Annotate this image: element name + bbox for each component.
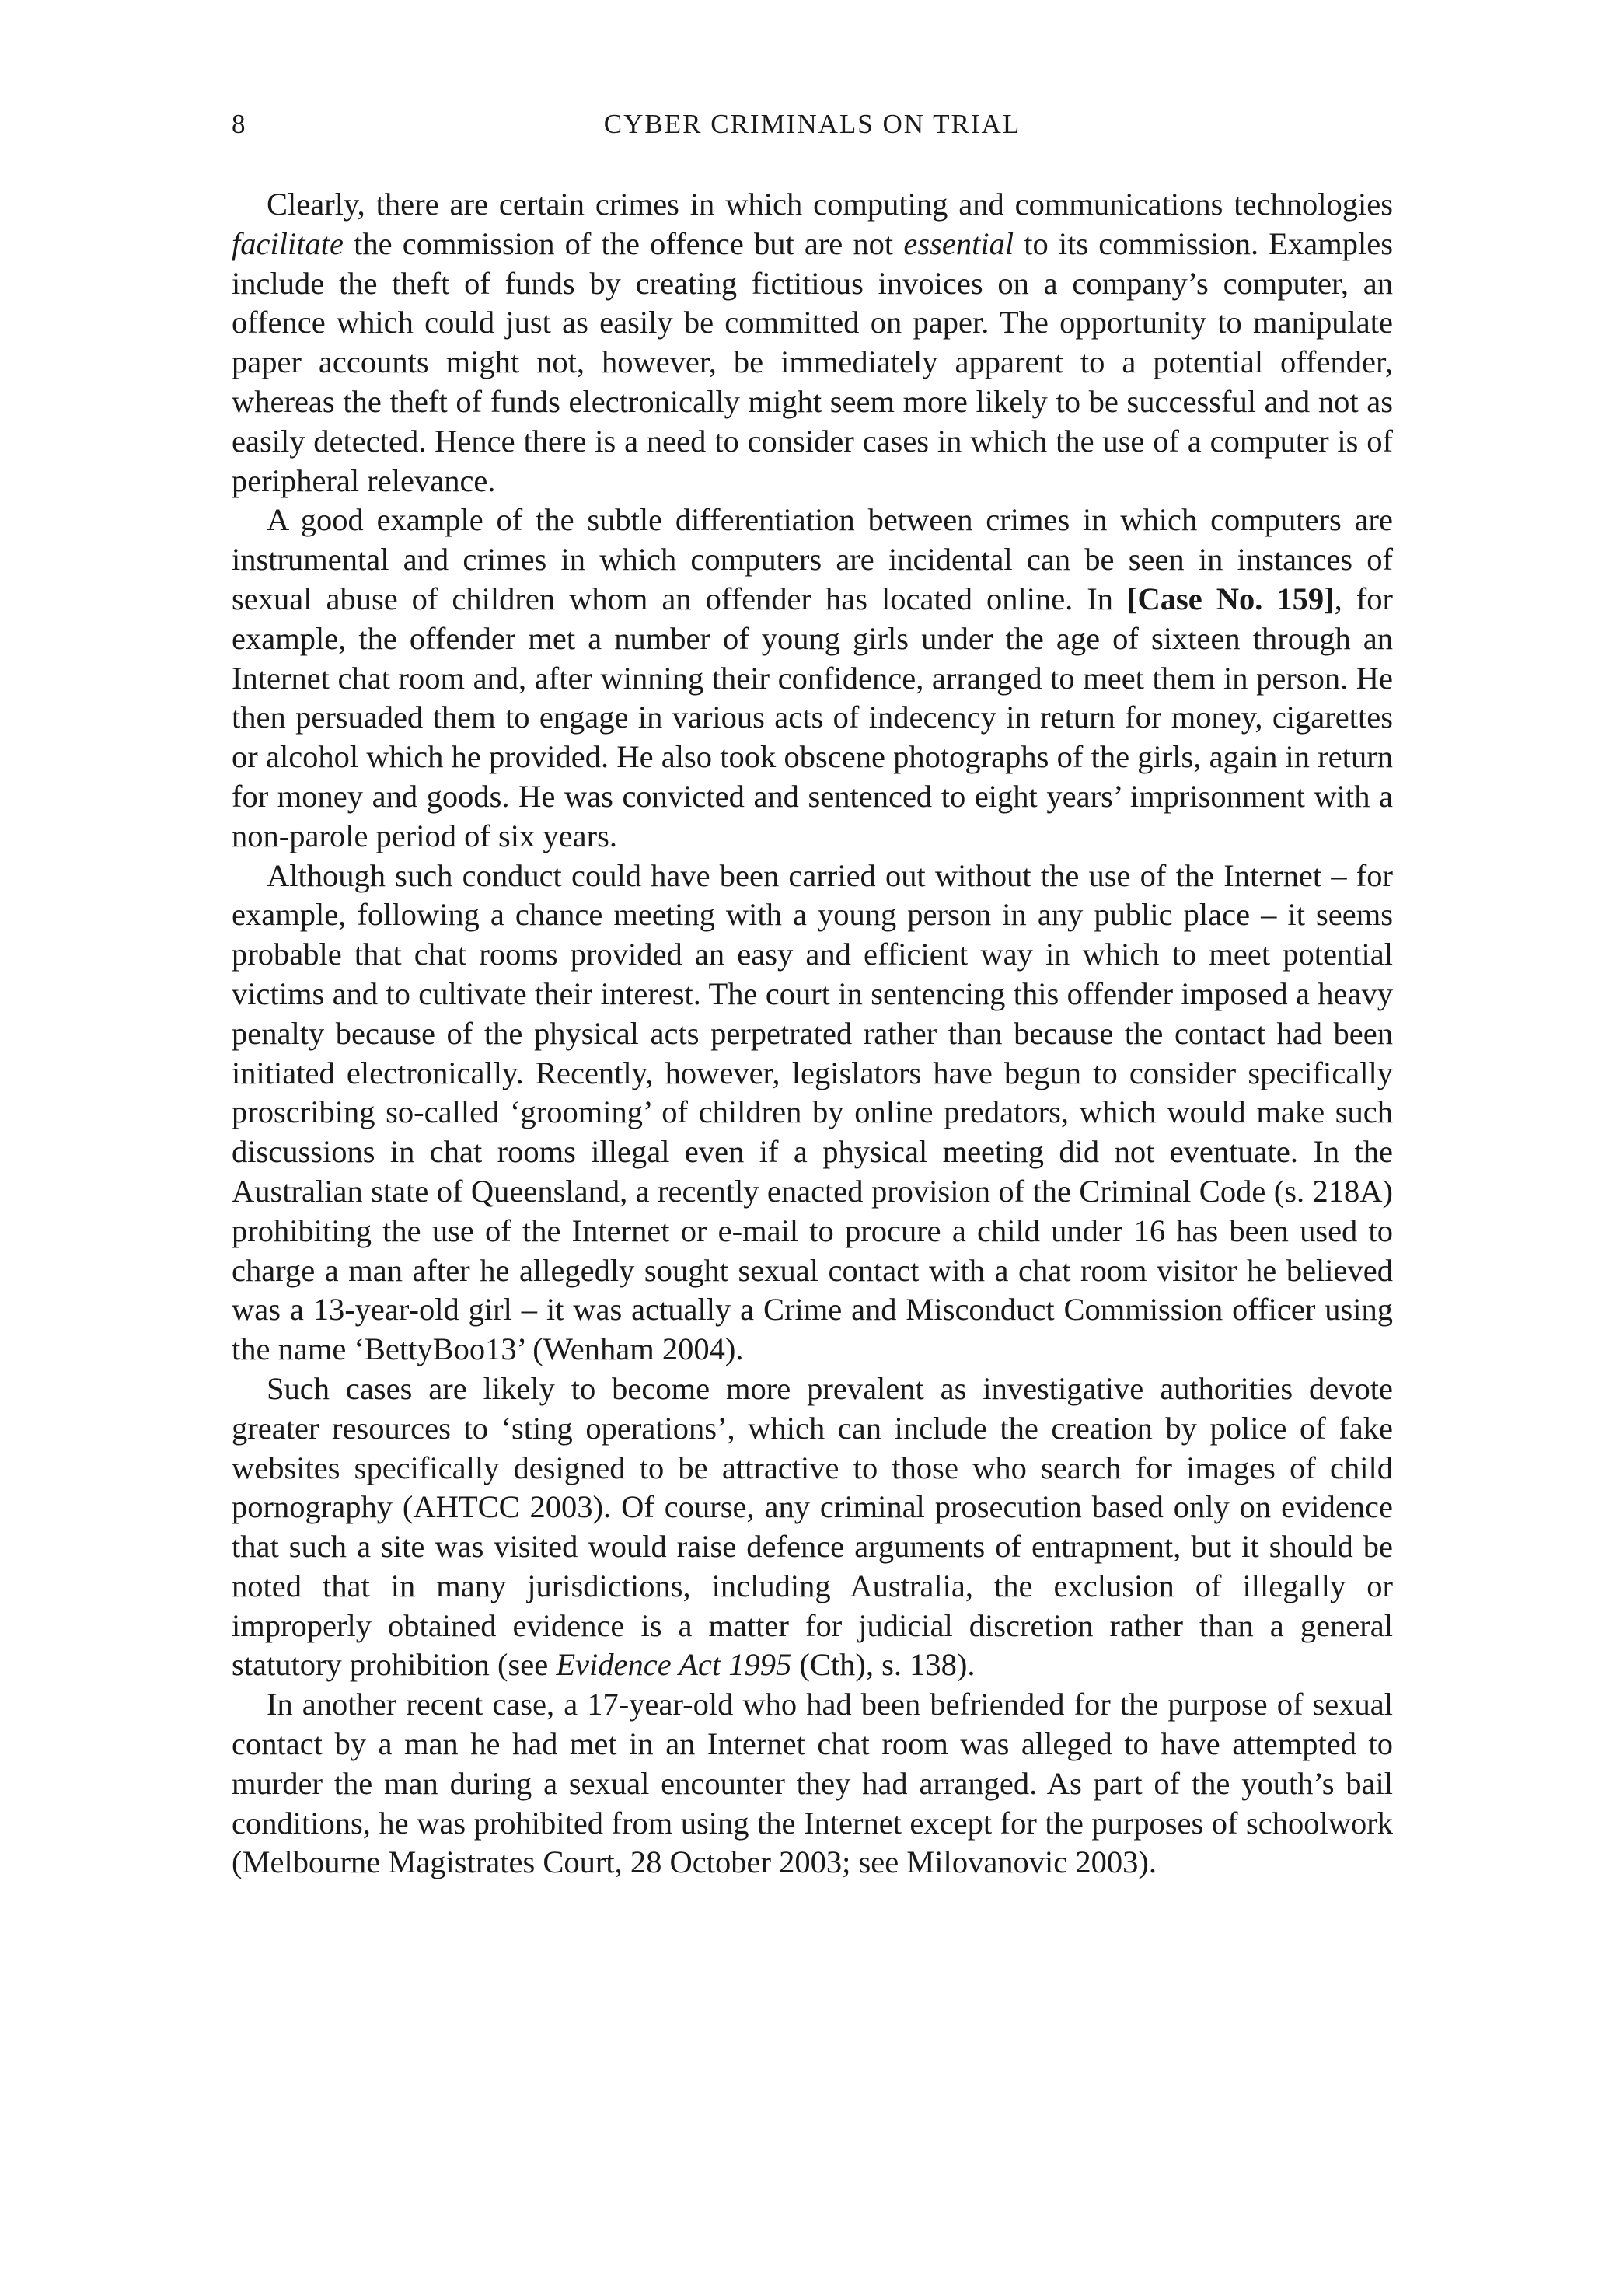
- statute-citation: Evidence Act 1995: [556, 1647, 792, 1683]
- body-text: [232, 185, 1393, 1883]
- paragraph-1-text-b: the commission of the offence but are not: [343, 225, 904, 261]
- paragraph-4-text-b: (Cth), s. 138).: [791, 1647, 976, 1683]
- running-head: [232, 109, 1393, 148]
- paragraph-3: Although such conduct could have been carried out without the use of the Internet – for example, following a chance meeting with a young person in any public place – it seems probable that chat rooms provided an easy and efficient way in which to meet potential victims and to cultivate their interest. The court in sentencing this offender imposed a heavy penalty because of the physical acts perpetrated rather than because the contact had been initiated electronically. Recently, however, legislators have begun to consider specifically proscribing so-called ‘grooming’ of children by online predators, which would make such discussions in chat rooms illegal even if a physical meeting did not eventuate. In the Australian state of Queensland, a recently enacted provision of the Criminal Code (s. 218A) prohibiting the use of the Internet or e-mail to procure a child under 16 has been used to charge a man after he allegedly sought sexual contact with a chat room visitor he believed was a 13-year-old girl – it was actually a Crime and Misconduct Commission officer using the name ‘BettyBoo13’ (Wenham 2004).: [232, 857, 1393, 1367]
- emphasis-facilitate: facilitate: [232, 225, 344, 261]
- paragraph-4: [232, 1370, 1393, 1685]
- case-reference: [Case No. 159]: [1127, 581, 1335, 616]
- page-number: 8: [232, 109, 246, 139]
- paragraph-4-text-a: Such cases are likely to become more prevalent as investigative authorities devote greater resources to ‘sting operations’, which can include the creation by police of fake websites specifically designed to be attractive to those who search for images of child pornography (AHTCC 2003). Of course, any criminal prosecution based only on evidence that such a site was visited would raise defence arguments of entrapment, but it should be noted that in many jurisdictions, including Australia, the exclusion of illegally or improperly obtained evidence is a matter for judicial discretion rather than a general statutory prohibition (see: [232, 1370, 1393, 1683]
- paragraph-1: [232, 185, 1393, 501]
- paragraph-1-text-c: to its commission. Examples include the theft of funds by creating fictitious invoices on a company’s computer, an offence which could just as easily be committed on paper. The opportunity to manipulate paper accounts might not, however, be immediately apparent to a potential offender, whereas the theft of funds electronically might seem more likely to be successful and not as easily detected. Hence there is a need to consider cases in which the use of a computer is of peripheral relevance.: [232, 225, 1394, 498]
- paragraph-5: In another recent case, a 17-year-old who had been befriended for the purpose of sexual contact by a man he had met in an Internet chat room was alleged to have attempted to murder the man during a sexual encounter they had arranged. As part of the youth’s bail conditions, he was prohibited from using the Internet except for the purposes of schoolwork (Melbourne Magistrates Court, 28 October 2003; see Milovanovic 2003).: [232, 1687, 1393, 1880]
- paragraph-1-text-a: Clearly, there are certain crimes in which computing and communications technologies: [267, 187, 1393, 222]
- running-title: CYBER CRIMINALS ON TRIAL: [603, 109, 1021, 139]
- paragraph-2-text-a: A good example of the subtle differentiation between crimes in which computers are instrumental and crimes in which computers are incidental can be seen in instances of sexual abuse of children whom an offender has located online. In: [232, 502, 1393, 616]
- paragraph-2: [232, 501, 1393, 856]
- emphasis-essential: essential: [903, 225, 1014, 261]
- paragraph-2-text-b: , for example, the offender met a number of young girls under the age of sixteen through an Internet chat room and, after winning their confidence, arranged to meet them in person. He then persuaded them to engage in various acts of indecency in return for money, cigarettes or alcohol which he provided. He also took obscene photographs of the girls, again in return for money and goods. He was convicted and sentenced to eight years’ imprisonment with a non-parole period of six years.: [232, 581, 1393, 853]
